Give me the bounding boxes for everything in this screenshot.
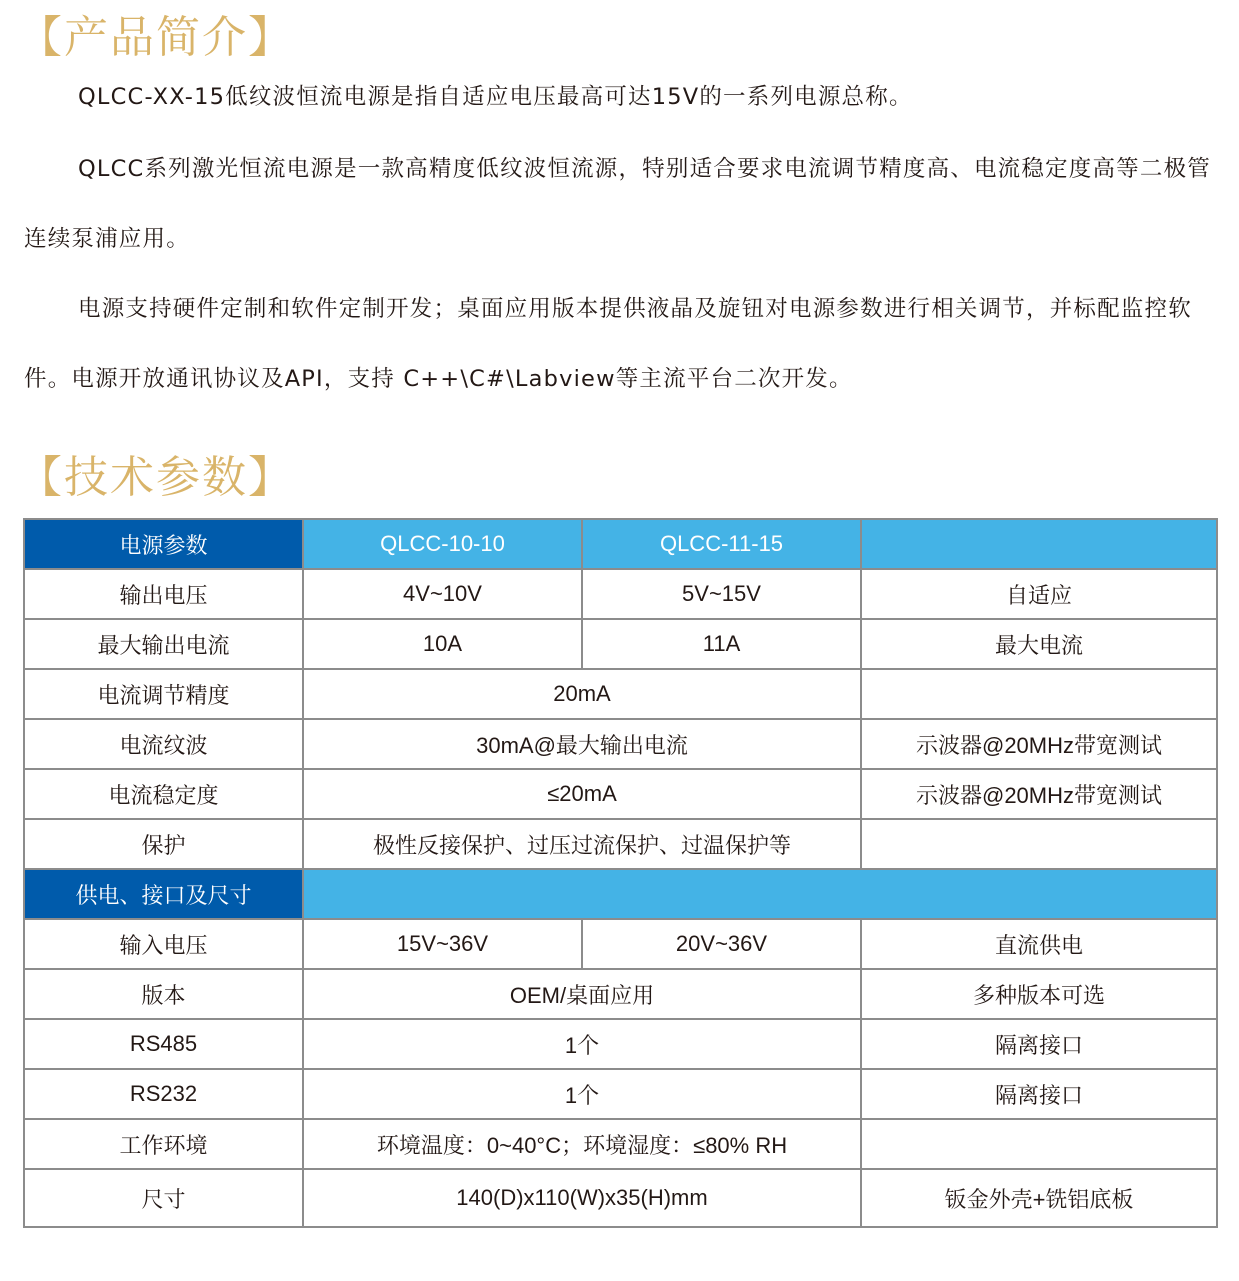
table-row — [24, 669, 1217, 719]
row-value-2: 5V~15V — [582, 569, 861, 619]
row-label: 尺寸 — [24, 1169, 303, 1227]
row-label: 版本 — [24, 969, 303, 1019]
row-note: 最大电流 — [861, 619, 1217, 669]
table-section-header-row — [24, 869, 1217, 919]
table-row — [24, 1069, 1217, 1119]
table-row — [24, 969, 1217, 1019]
row-label: 最大输出电流 — [24, 619, 303, 669]
row-value-1: 15V~36V — [303, 919, 582, 969]
row-note: 隔离接口 — [861, 1019, 1217, 1069]
intro-paragraph-3-text: 电源支持硬件定制和软件定制开发；桌面应用版本提供液晶及旋钮对电源参数进行相关调节，并标配监控软件。电源开放通讯协议及API，支持 C++\C#\Labview等主流平台二次开发。 — [24, 296, 1192, 392]
table-row — [24, 619, 1217, 669]
section-header-fill — [303, 869, 1217, 919]
row-note: 示波器@20MHz带宽测试 — [861, 719, 1217, 769]
row-value-merged: 极性反接保护、过压过流保护、过温保护等 — [303, 819, 861, 869]
row-label: RS232 — [24, 1069, 303, 1119]
intro-paragraph-3 — [24, 274, 1234, 414]
table-header-row — [24, 519, 1217, 569]
intro-paragraph-2-text: QLCC系列激光恒流电源是一款高精度低纹波恒流源，特别适合要求电流调节精度高、电流稳定度高等二极管连续泵浦应用。 — [24, 156, 1211, 252]
row-label: 输出电压 — [24, 569, 303, 619]
header-cell-model-1: QLCC-10-10 — [303, 519, 582, 569]
row-value-2: 20V~36V — [582, 919, 861, 969]
row-label: RS485 — [24, 1019, 303, 1069]
table-row — [24, 569, 1217, 619]
section-header-power-interface: 供电、接口及尺寸 — [24, 869, 303, 919]
row-note: 示波器@20MHz带宽测试 — [861, 769, 1217, 819]
row-value-merged: 20mA — [303, 669, 861, 719]
table-row — [24, 919, 1217, 969]
table-row — [24, 769, 1217, 819]
intro-paragraph-2 — [24, 134, 1234, 274]
section-title-product-intro: 【产品简介】 — [18, 12, 294, 63]
row-label: 工作环境 — [24, 1119, 303, 1169]
row-value-merged: 30mA@最大输出电流 — [303, 719, 861, 769]
intro-paragraph-1 — [24, 62, 1234, 132]
header-cell-note — [861, 519, 1217, 569]
row-value-merged: 1个 — [303, 1069, 861, 1119]
table-row — [24, 819, 1217, 869]
row-note — [861, 819, 1217, 869]
row-label: 电流稳定度 — [24, 769, 303, 819]
row-value-merged: OEM/桌面应用 — [303, 969, 861, 1019]
row-note: 钣金外壳+铣铝底板 — [861, 1169, 1217, 1227]
spec-table — [23, 518, 1218, 1228]
row-note — [861, 669, 1217, 719]
row-note — [861, 1119, 1217, 1169]
section-title-tech-specs: 【技术参数】 — [18, 452, 294, 503]
row-note: 多种版本可选 — [861, 969, 1217, 1019]
row-value-merged: 环境温度：0~40°C；环境湿度：≤80% RH — [303, 1119, 861, 1169]
row-value-merged: 1个 — [303, 1019, 861, 1069]
row-note: 隔离接口 — [861, 1069, 1217, 1119]
row-label: 电流调节精度 — [24, 669, 303, 719]
table-row — [24, 719, 1217, 769]
row-value-1: 10A — [303, 619, 582, 669]
header-cell-param: 电源参数 — [24, 519, 303, 569]
intro-paragraph-1-text: QLCC-XX-15低纹波恒流电源是指自适应电压最高可达15V的一系列电源总称。 — [78, 84, 913, 110]
row-value-2: 11A — [582, 619, 861, 669]
row-note: 直流供电 — [861, 919, 1217, 969]
row-note: 自适应 — [861, 569, 1217, 619]
row-value-merged: ≤20mA — [303, 769, 861, 819]
table-row — [24, 1119, 1217, 1169]
row-label: 电流纹波 — [24, 719, 303, 769]
row-label: 输入电压 — [24, 919, 303, 969]
row-value-1: 4V~10V — [303, 569, 582, 619]
table-row — [24, 1019, 1217, 1069]
row-value-merged: 140(D)x110(W)x35(H)mm — [303, 1169, 861, 1227]
row-label: 保护 — [24, 819, 303, 869]
table-row — [24, 1169, 1217, 1227]
header-cell-model-2: QLCC-11-15 — [582, 519, 861, 569]
